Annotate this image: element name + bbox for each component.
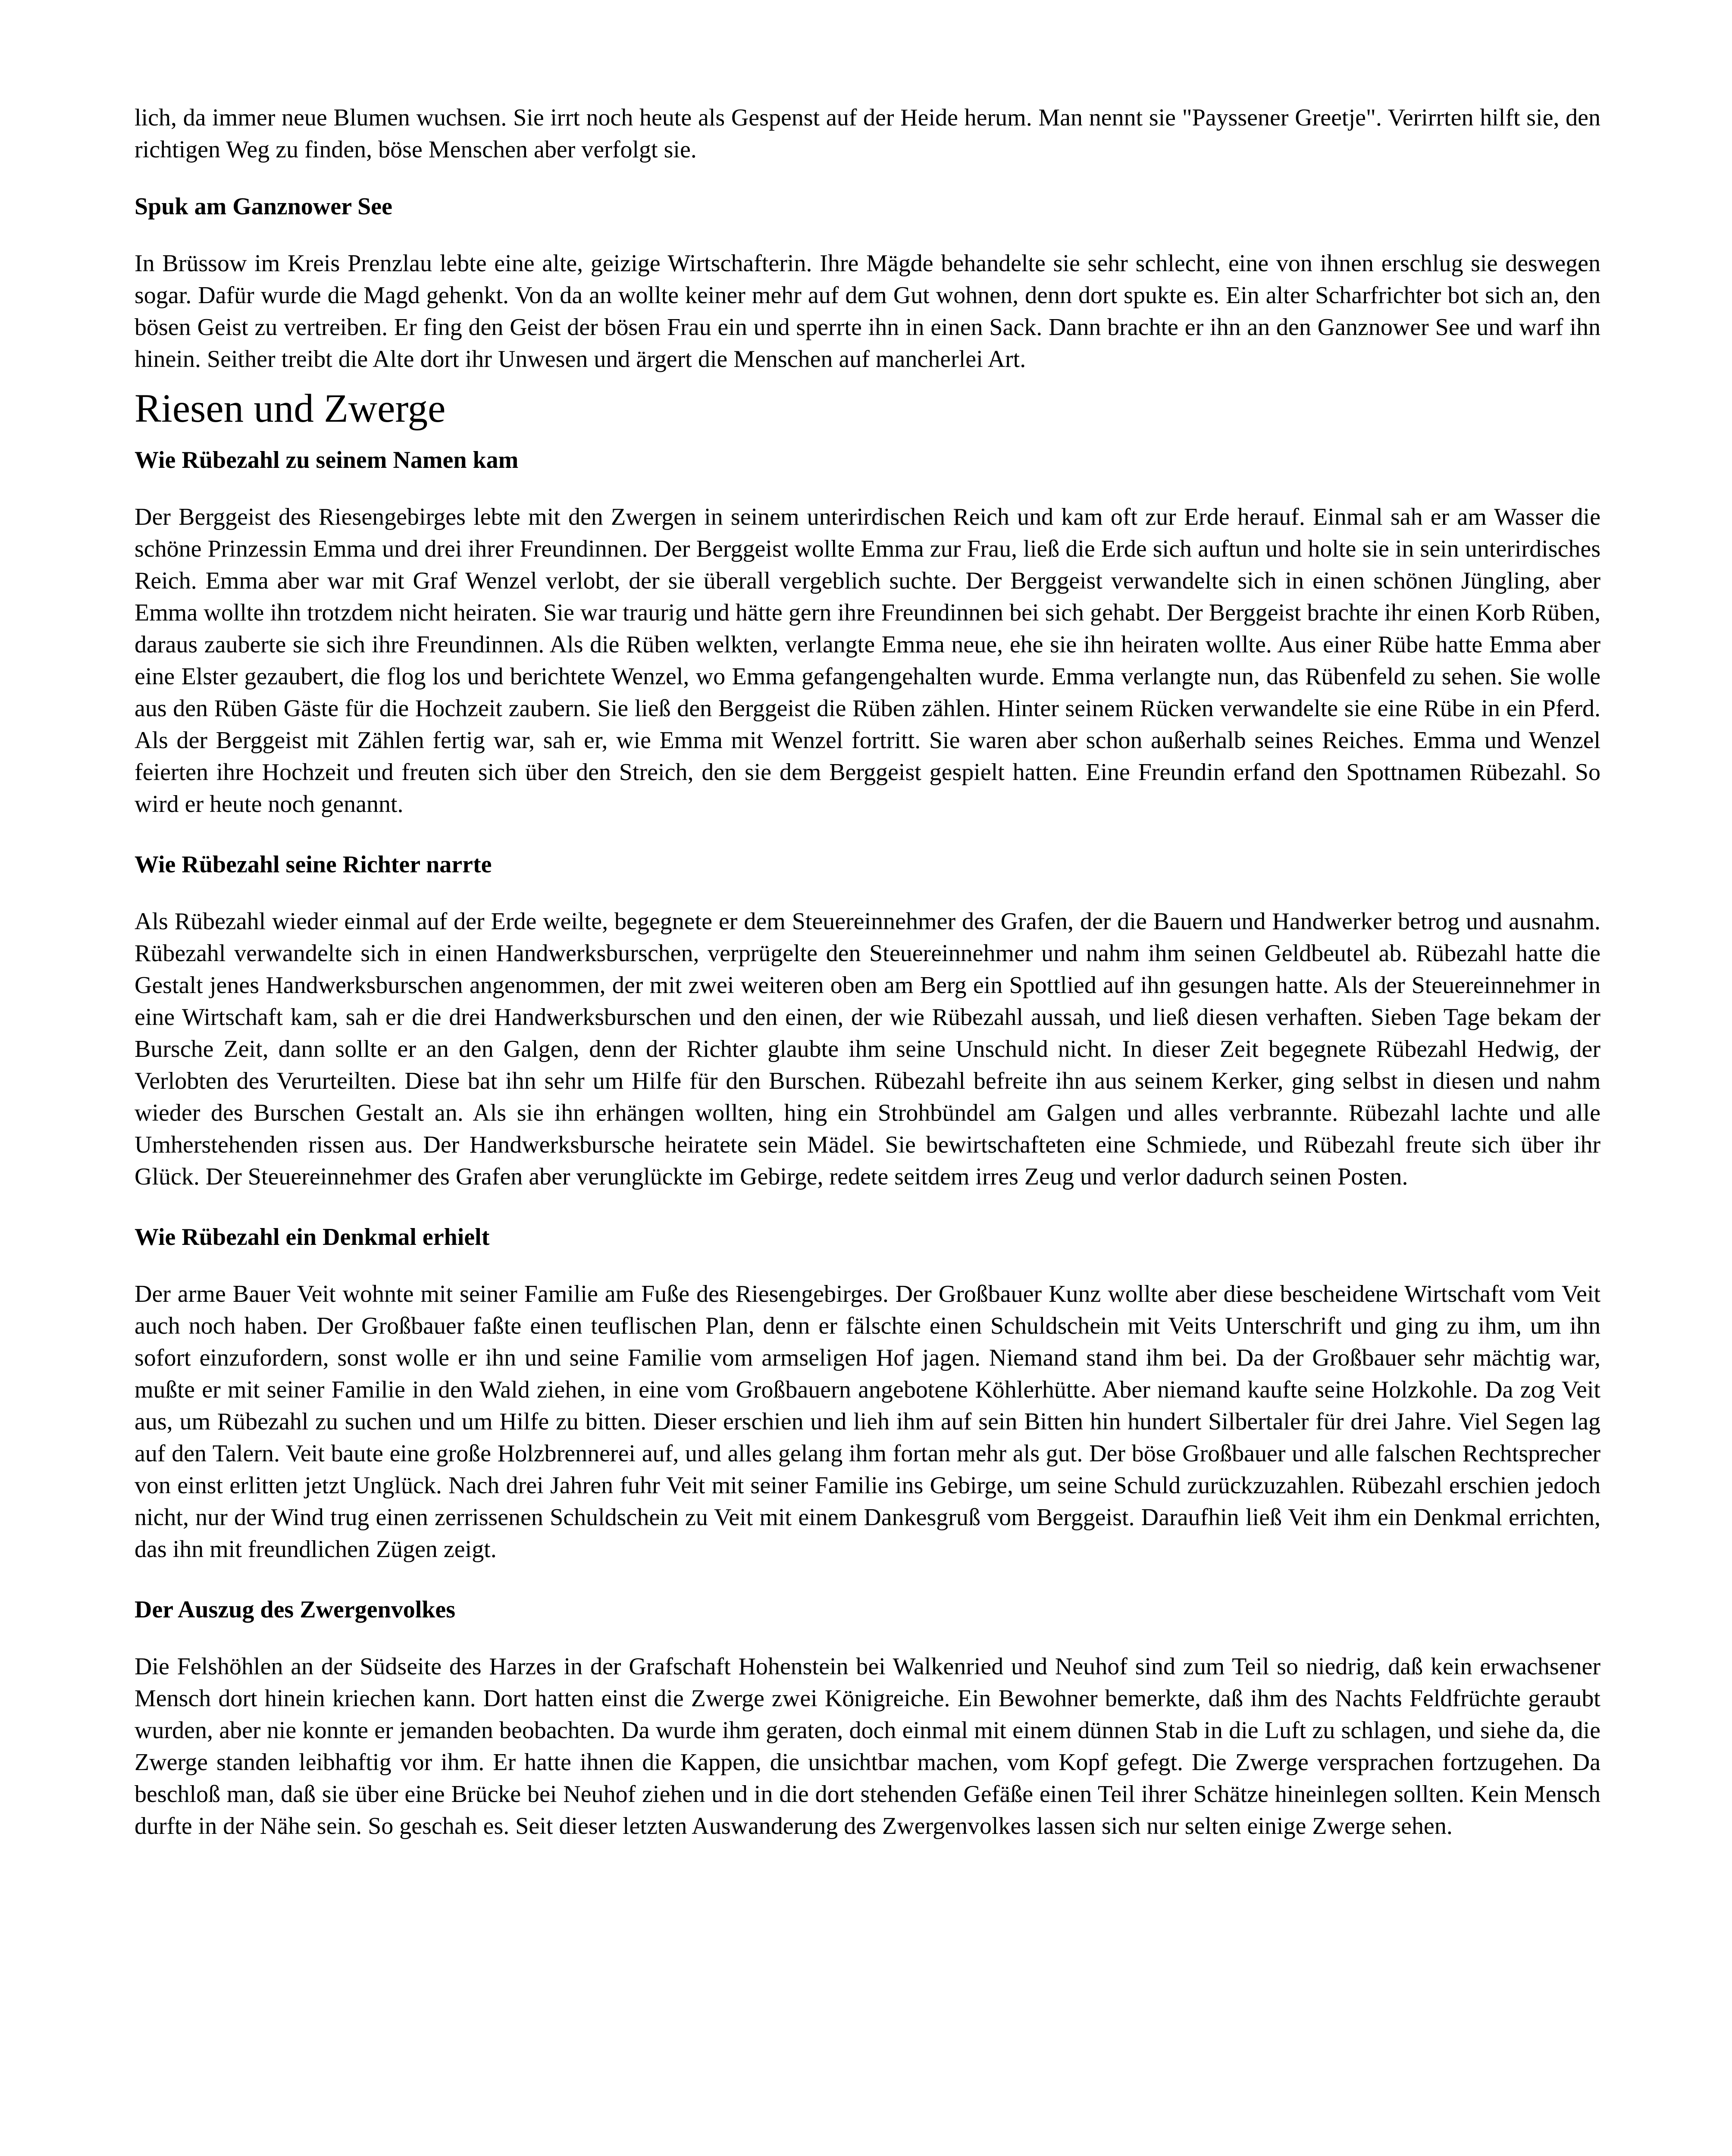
chapter-title: Riesen und Zwerge: [135, 386, 446, 431]
section-title-zwergenvolk: Der Auszug des Zwergenvolkes: [135, 1596, 456, 1623]
intro-paragraph: lich, da immer neue Blumen wuchsen. Sie irrt noch heute als Gespenst auf der Heide herum. Man nennt sie "Payssener Greetje". Verirrten hilft sie, den richtigen Weg zu finden, böse Menschen aber verfolgt sie.: [135, 104, 1600, 163]
document-page: [135, 102, 1600, 1842]
section-title-ruebezahl-name: Wie Rübezahl zu seinem Namen kam: [135, 447, 519, 473]
section-text-spuk: In Brüssow im Kreis Prenzlau lebte eine alte, geizige Wirtschafterin. Ihre Mägde behandelte sie sehr schlecht, eine von ihnen erschlug sie deswegen sogar. Dafür wurde die Magd gehenkt. Von da an wollte keiner mehr auf dem Gut wohnen, denn dort spukte es. Ein alter Scharfrichter bot sich an, den bösen Geist zu vertreiben. Er fing den Geist der bösen Frau ein und sperrte ihn in einen Sack. Dann brachte er ihn an den Ganznower See und warf ihn hinein. Seither treibt die Alte dort ihr Unwesen und ärgert die Menschen auf mancherlei Art.: [135, 250, 1600, 373]
section-text-ruebezahl-richter: Als Rübezahl wieder einmal auf der Erde weilte, begegnete er dem Steuereinnehmer des Grafen, der die Bauern und Handwerker betrog und ausnahm. Rübezahl verwandelte sich in einen Handwerksburschen, verprügelte den Steuereinnehmer und nahm ihm seinen Geldbeutel ab. Rübezahl hatte die Gestalt jenes Handwerksburschen angenommen, der mit zwei weiteren oben am Berg ein Spottlied auf ihn gesungen hatte. Als der Steuereinnehmer in eine Wirtschaft kam, sah er die drei Handwerksburschen und den einen, der wie Rübezahl aussah, und ließ diesen verhaften. Sieben Tage bekam der Bursche Zeit, dann sollte er an den Galgen, denn der Richter glaubte ihm seine Unschuld nicht. In dieser Zeit begegnete Rübezahl Hedwig, der Verlobten des Verurteilten. Diese bat ihn sehr um Hilfe für den Burschen. Rübezahl befreite ihn aus seinem Kerker, ging selbst in diesen und nahm wieder des Burschen Gestalt an. Als sie ihn erhängen wollten, hing ein Strohbündel am Galgen und alles verbrannte. Rübezahl lachte und alle Umherstehenden rissen aus. Der Handwerksbursche heiratete sein Mädel. Sie bewirtschafteten eine Schmiede, und Rübezahl freute sich über ihr Glück. Der Steuereinnehmer des Grafen aber verunglückte im Gebirge, redete seitdem irres Zeug und verlor dadurch seinen Posten.: [135, 908, 1600, 1190]
section-text-zwergenvolk: Die Felshöhlen an der Südseite des Harzes in der Grafschaft Hohenstein bei Walkenried und Neuhof sind zum Teil so niedrig, daß kein erwachsener Mensch dort hinein kriechen kann. Dort hatten einst die Zwerge zwei Königreiche. Ein Bewohner bemerkte, daß ihm des Nachts Feldfrüchte geraubt wurden, aber nie konnte er jemanden beobachten. Da wurde ihm geraten, doch einmal mit einem dünnen Stab in die Luft zu schlagen, und siehe da, die Zwerge standen leibhaftig vor ihm. Er hatte ihnen die Kappen, die unsichtbar machen, vom Kopf gefegt. Die Zwerge versprachen fortzugehen. Da beschloß man, daß sie über eine Brücke bei Neuhof ziehen und in die dort stehenden Gefäße einen Teil ihrer Schätze hineinlegen sollten. Kein Mensch durfte in der Nähe sein. So geschah es. Seit dieser letzten Auswanderung des Zwergenvolkes lassen sich nur selten einige Zwerge sehen.: [135, 1653, 1600, 1839]
section-title-ruebezahl-richter: Wie Rübezahl seine Richter narrte: [135, 851, 492, 878]
section-text-ruebezahl-denkmal: Der arme Bauer Veit wohnte mit seiner Familie am Fuße des Riesengebirges. Der Großbauer Kunz wollte aber diese bescheidene Wirtschaft vom Veit auch noch haben. Der Großbauer faßte einen teuflischen Plan, denn er fälschte einen Schuldschein mit Veits Unterschrift und ging zu ihm, um ihn sofort einzufordern, sonst wolle er ihn und seine Familie vom armseligen Hof jagen. Niemand stand ihm bei. Da der Großbauer sehr mächtig war, mußte er mit seiner Familie in den Wald ziehen, in eine vom Großbauern angebotene Köhlerhütte. Aber niemand kaufte seine Holzkohle. Da zog Veit aus, um Rübezahl zu suchen und um Hilfe zu bitten. Dieser erschien und lieh ihm auf sein Bitten hin hundert Silbertaler für drei Jahre. Viel Segen lag auf den Talern. Veit baute eine große Holzbrennerei auf, und alles gelang ihm fortan mehr als gut. Der böse Großbauer und alle falschen Rechtsprecher von einst erlitten jetzt Unglück. Nach drei Jahren fuhr Veit mit seiner Familie ins Gebirge, um seine Schuld zurückzuzahlen. Rübezahl erschien jedoch nicht, nur der Wind trug einen zerrissenen Schuldschein zu Veit mit einem Dankesgruß vom Berggeist. Daraufhin ließ Veit ihm ein Denkmal errichten, das ihn mit freundlichen Zügen zeigt.: [135, 1281, 1600, 1563]
section-title-spuk: Spuk am Ganznower See: [135, 193, 392, 220]
section-text-ruebezahl-name: Der Berggeist des Riesengebirges lebte mit den Zwergen in seinem unterirdischen Reich und kam oft zur Erde herauf. Einmal sah er am Wasser die schöne Prinzessin Emma und drei ihrer Freundinnen. Der Berggeist wollte Emma zur Frau, ließ die Erde sich auftun und holte sie in sein unterirdisches Reich. Emma aber war mit Graf Wenzel verlobt, der sie überall vergeblich suchte. Der Berggeist verwandelte sich in einen schönen Jüngling, aber Emma wollte ihn trotzdem nicht heiraten. Sie war traurig und hätte gern ihre Freundinnen bei sich gehabt. Der Berggeist brachte ihr einen Korb Rüben, daraus zauberte sie sich ihre Freundinnen. Als die Rüben welkten, verlangte Emma neue, ehe sie ihn heiraten wollte. Aus einer Rübe hatte Emma aber eine Elster gezaubert, die flog los und berichtete Wenzel, wo Emma gefangengehalten wurde. Emma verlangte nun, das Rübenfeld zu sehen. Sie wolle aus den Rüben Gäste für die Hochzeit zaubern. Sie ließ den Berggeist die Rüben zählen. Hinter seinem Rücken verwandelte sie eine Rübe in ein Pferd. Als der Berggeist mit Zählen fertig war, sah er, wie Emma mit Wenzel fortritt. Sie waren aber schon außerhalb seines Reiches. Emma und Wenzel feierten ihre Hochzeit und freuten sich über den Streich, den sie dem Berggeist gespielt hatten. Eine Freundin erfand den Spottnamen Rübezahl. So wird er heute noch genannt.: [135, 504, 1600, 818]
section-title-ruebezahl-denkmal: Wie Rübezahl ein Denkmal erhielt: [135, 1224, 490, 1250]
